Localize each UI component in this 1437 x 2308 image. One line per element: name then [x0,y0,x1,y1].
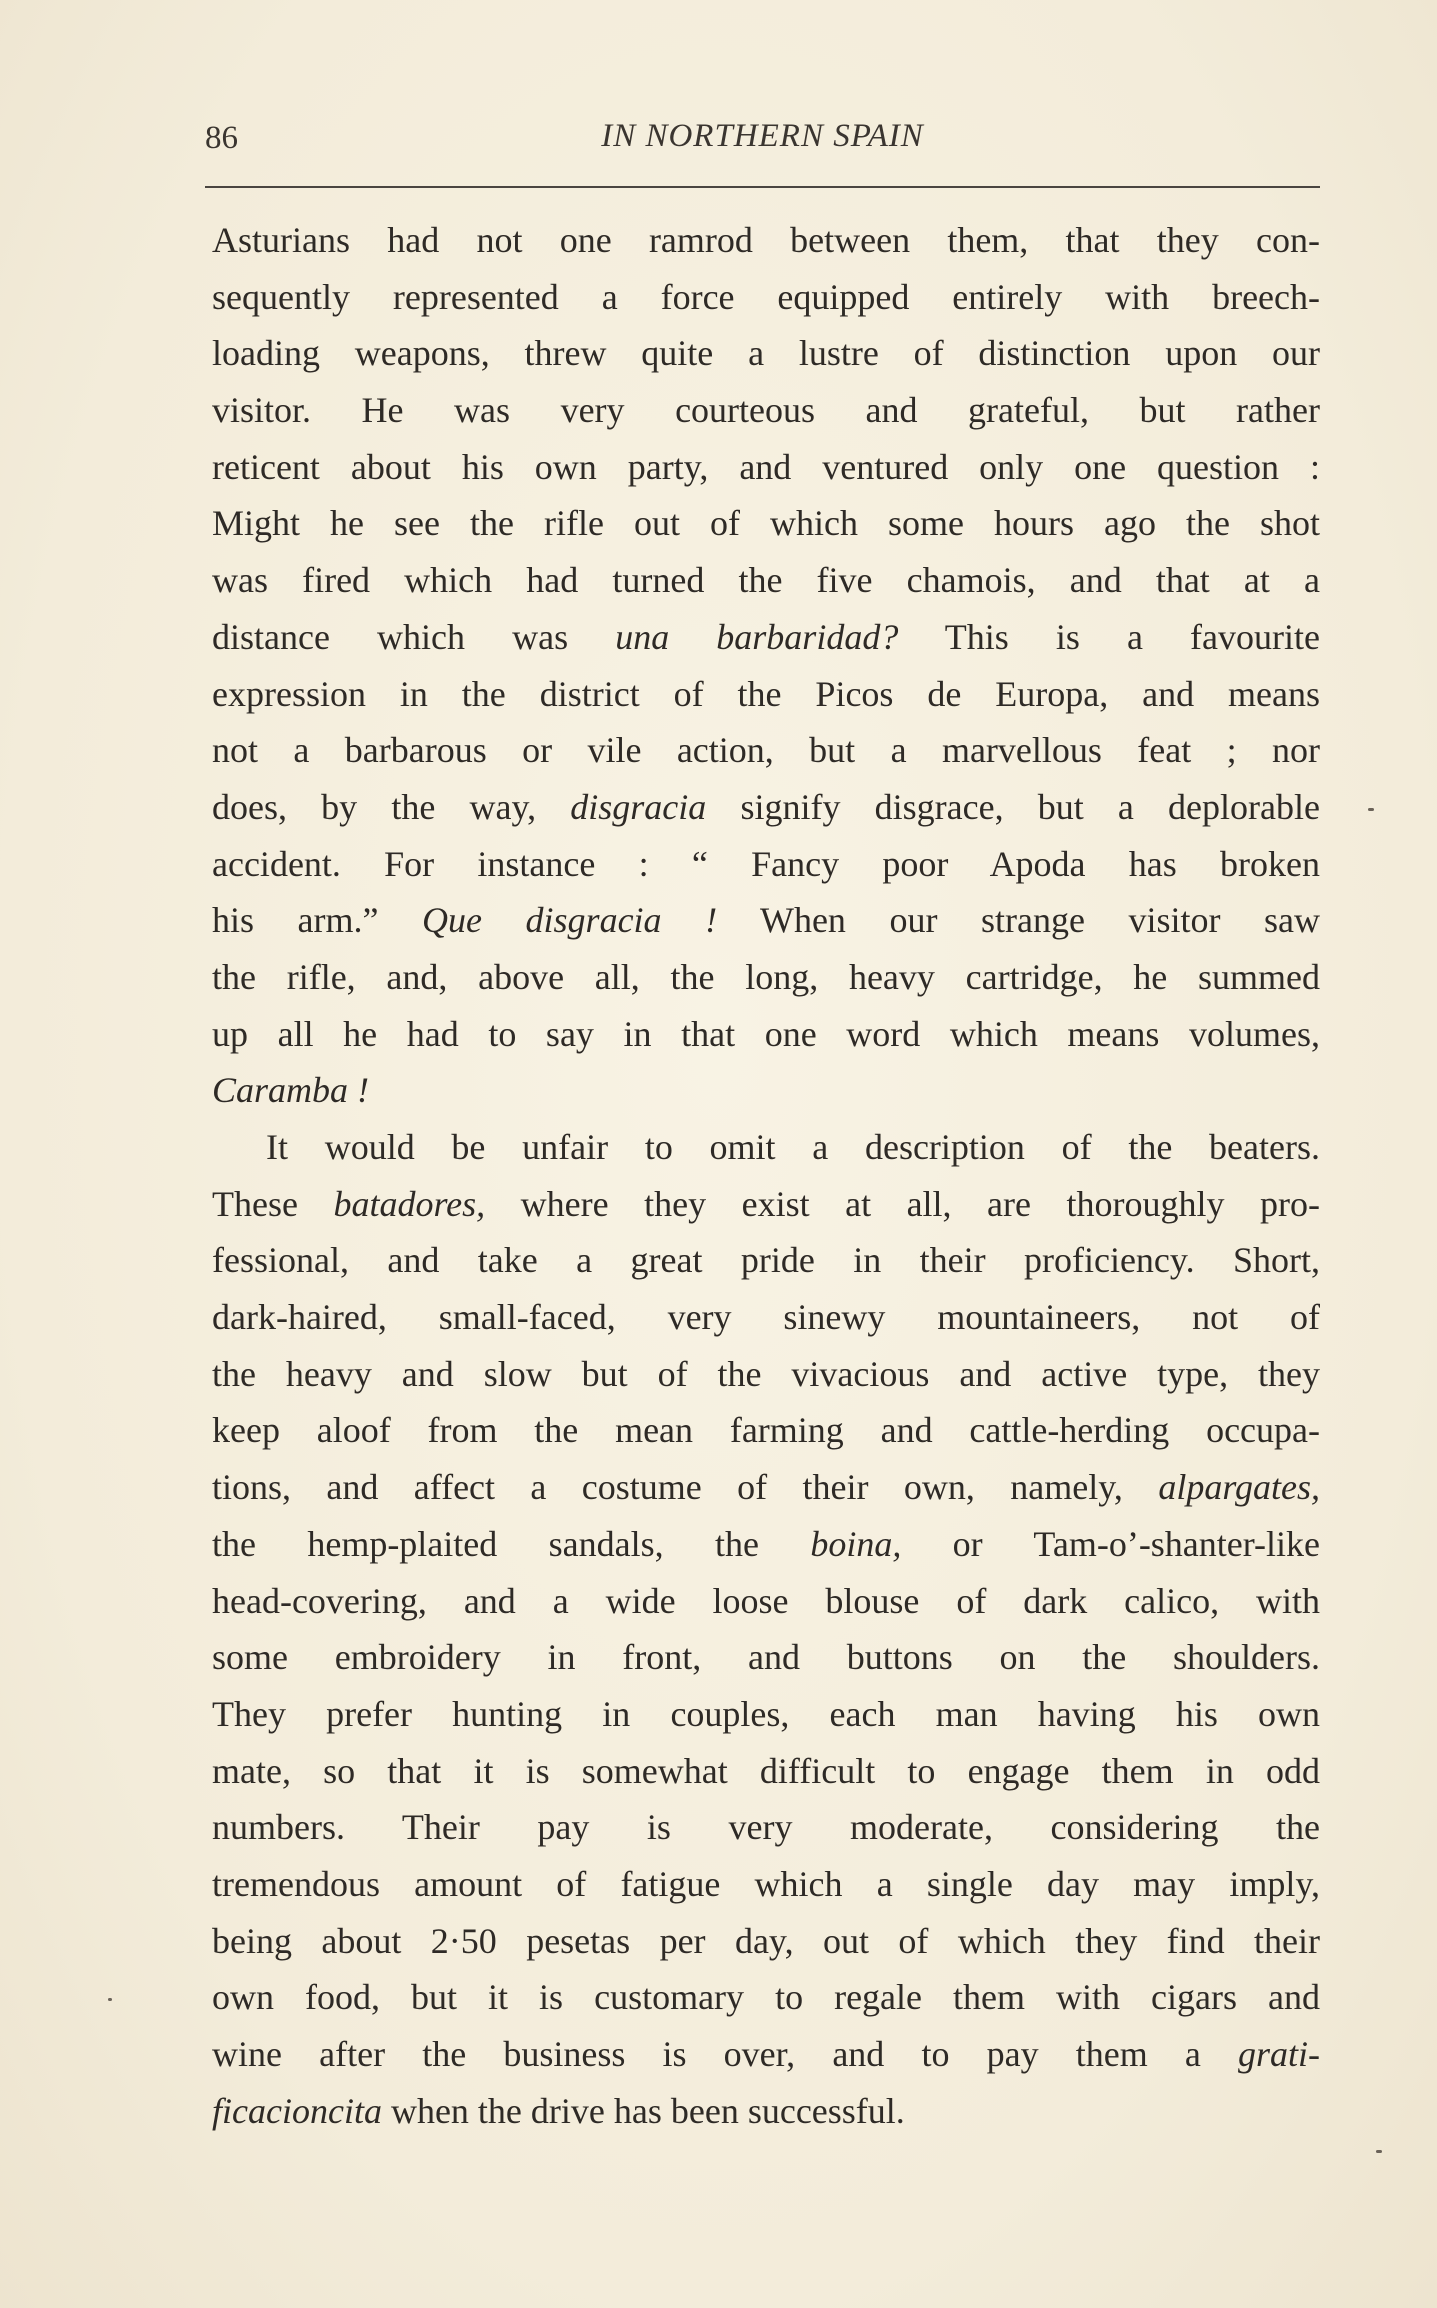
text-line: some embroidery in front, and buttons on the shoulders. [212,1637,1320,1678]
text-line: Asturians had not one ramrod between them, that they con- [212,220,1320,260]
italic-phrase: boina, [810,1523,902,1564]
italic-phrase: Que disgracia ! [422,900,718,941]
text-line [212,1062,1320,1119]
text-line: sequently represented a force equipped entirely with breech- [212,276,1320,317]
text-line: mate, so that it is somewhat difficult to engage them in odd [212,1750,1320,1791]
text-line: was fired which had turned the five chamois, and that at a [212,560,1320,601]
text-line: These batadores, where they exist at all, are thoroughly pro- [212,1183,1320,1224]
text-line: head-covering, and a wide loose blouse of dark calico, with [212,1580,1320,1621]
italic-phrase: Caramba ! [212,1070,370,1111]
italic-phrase: disgracia [570,786,707,827]
text-line: tions, and affect a costume of their own, namely, alpargates, [212,1467,1320,1508]
text-line: numbers. Their pay is very moderate, considering the [212,1807,1320,1848]
text-line: does, by the way, disgracia signify disgrace, but a deplorable [212,786,1320,827]
text-line: being about 2·50 pesetas per day, out of which they find their [212,1920,1320,1961]
text-line: accident. For instance : “ Fancy poor Apoda has broken [212,843,1320,884]
text-line: They prefer hunting in couples, each man having his own [212,1693,1320,1734]
paper-speck [108,1998,112,2001]
text-line: distance which was una barbaridad? This is a favourite [212,616,1320,657]
italic-phrase: una barbaridad? [615,616,899,657]
text-line: the heavy and slow but of the vivacious and active type, they [212,1353,1320,1394]
text-line: own food, but it is customary to regale them with cigars and [212,1977,1320,2018]
paper-speck [1368,808,1374,811]
text-line: the hemp-plaited sandals, the boina, or Tam-o’-shanter-like [212,1523,1321,1564]
text-line: ficacioncita when the drive has been successful. [212,2090,905,2131]
text-line: loading weapons, threw quite a lustre of distinction upon our [212,333,1320,374]
italic-phrase: grati- [1237,2034,1320,2074]
italic-phrase: batadores, [333,1183,486,1224]
text-line: reticent about his own party, and ventured only one question : [212,446,1320,487]
text-line: visitor. He was very courteous and grateful, but rather [212,390,1320,431]
italic-phrase: ficacioncita [212,2090,382,2131]
text-line: his arm.” Que disgracia ! When our strange visitor saw [212,900,1320,941]
text-line: up all he had to say in that one word which means volumes, [212,1013,1320,1054]
page-number: 86 [205,120,238,156]
text-line: dark-haired, small-faced, very sinewy mountaineers, not of [212,1297,1320,1338]
header-rule [205,186,1320,188]
paragraph-start-line: It would be unfair to omit a description of the beaters. [266,1127,1320,1167]
text-line: fessional, and take a great pride in their proficiency. Short, [212,1240,1320,1281]
text-line: the rifle, and, above all, the long, heavy cartridge, he summed [212,956,1320,997]
text-line: keep aloof from the mean farming and cattle-herding occupa- [212,1410,1320,1451]
body-text [212,212,1320,2139]
page-header [205,112,1320,162]
paper-speck [1376,2150,1382,2153]
text-line: expression in the district of the Picos de Europa, and means [212,673,1320,714]
italic-phrase: alpargates, [1158,1467,1320,1508]
text-line: wine after the business is over, and to pay them a grati- [212,2034,1320,2074]
text-line: tremendous amount of fatigue which a single day may imply, [212,1863,1320,1904]
running-title: IN NORTHERN SPAIN [601,118,924,154]
text-line: not a barbarous or vile action, but a marvellous feat ; nor [212,730,1320,771]
text-line: Might he see the rifle out of which some hours ago the shot [212,503,1320,544]
